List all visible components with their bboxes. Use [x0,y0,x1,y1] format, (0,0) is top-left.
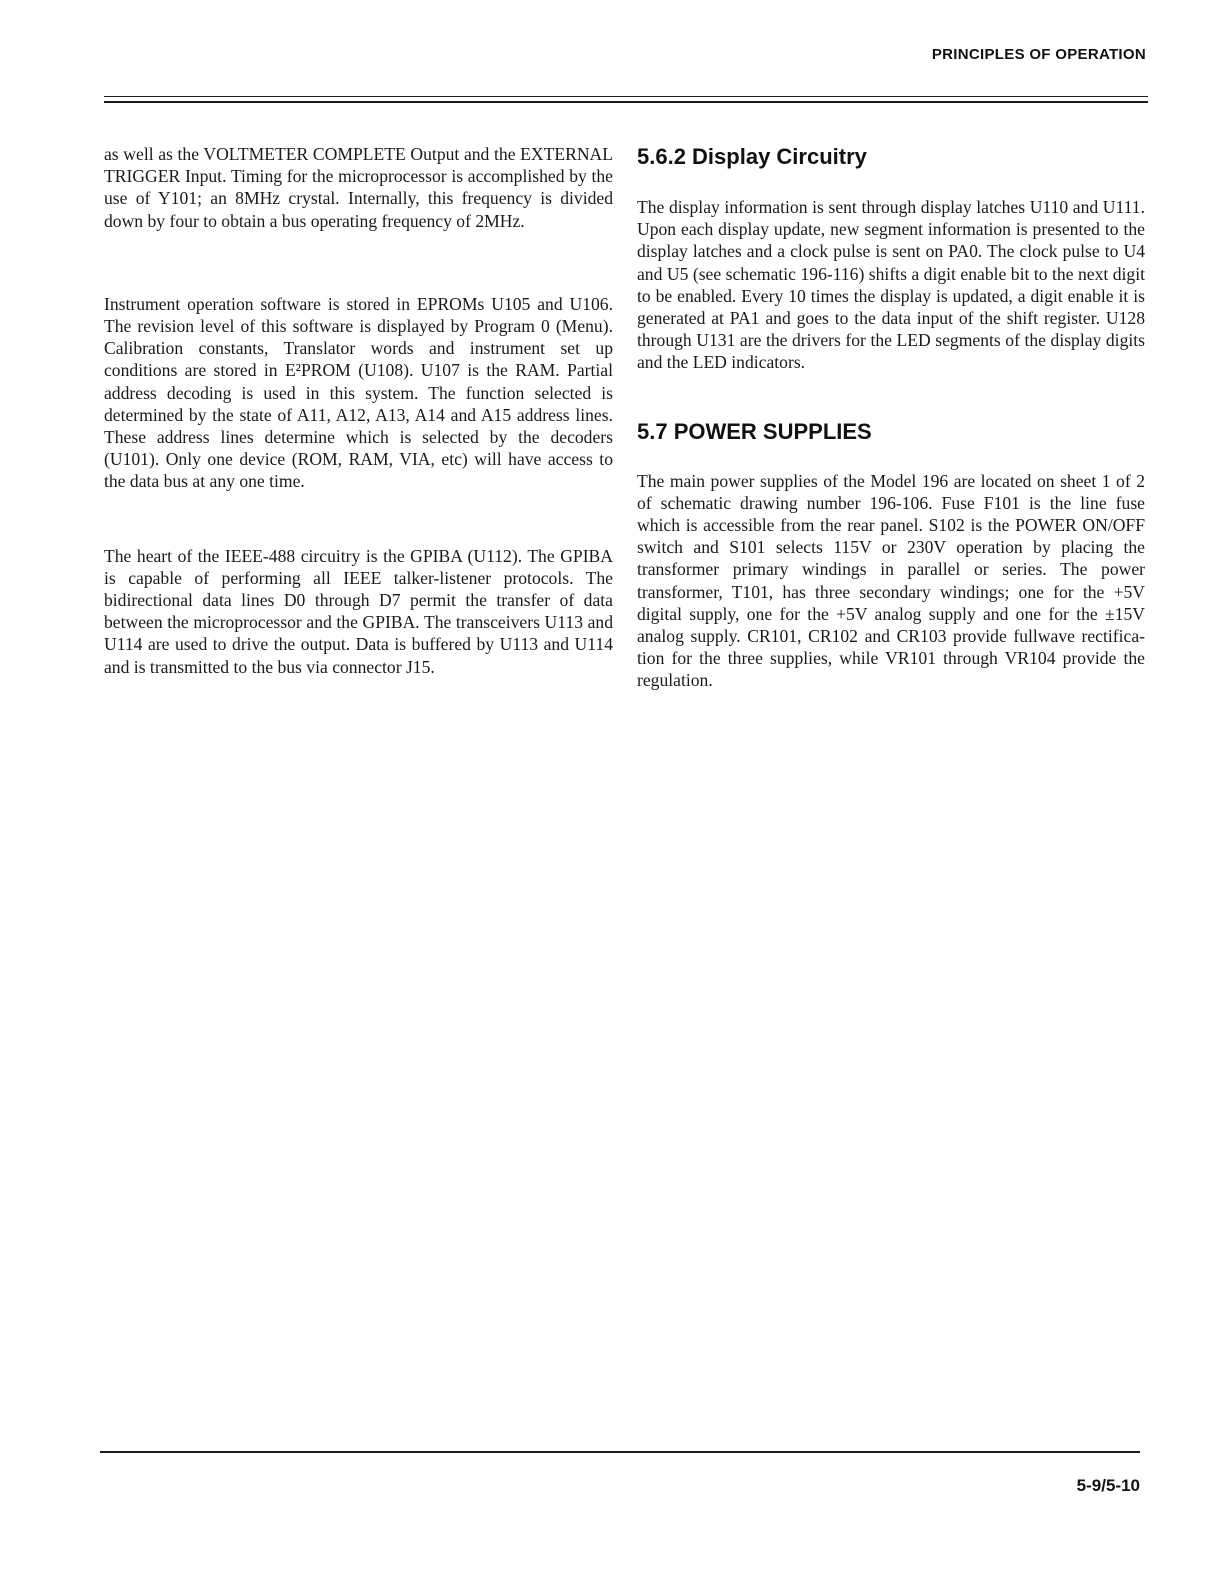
page-number: 5-9/5-10 [1076,1476,1140,1495]
footer-rule [100,1451,1140,1453]
paragraph-power-supplies: The main power supplies of the Model 196 are located on sheet 1 of 2 of schematic drawing number 196-106. Fuse F101 is the line fuse which is accessible from the rear panel. S102 is the POWER ON/OFF switch and S101 selects 115V or 230V operation by placing the transformer primary windings in parallel or series. The power transformer, T101, has three secondary windings; one for the +5V digital supply, one for the +5V analog supply and one for the ±15V analog supply. CR101, CR102 and CR103 provide fullwave rectification for the three supplies, while VR101 through VR104 provide the regulation. [637,470,1145,691]
paragraph-ieee488: The heart of the IEEE-488 circuitry is the GPIBA (U112). The GPIBA is capable of performing all IEEE talker-listener protocols. The bidirectional data lines D0 through D7 permit the transfer of data between the microprocessor and the GPIBA. The transceivers U113 and U114 are used to drive the output. Data is buffered by U113 and U114 and is transmitted to the bus via connector J15. [104,545,613,677]
running-head: PRINCIPLES OF OPERATION [931,46,1146,63]
right-column [637,143,1145,692]
paragraph-display-circuitry: The display information is sent through display latches U110 and U111. Upon each display update, new segment information is presented to the display latches and a clock pulse is sent on PA0. The clock pulse to U4 and U5 (see schematic 196-116) shifts a digit enable bit to the next digit to be enabled. Every 10 times the display is updated, a digit enable it is generated at PA1 and goes to the data input of the shift register. U128 through U131 are the drivers for the LED segments of the display digits and the LED indicators. [637,197,1145,373]
paragraph-timing: as well as the VOLTMETER COMPLETE Output and the EXTERNAL TRIGGER Input. Timing for the microprocessor is accomplished by the use of Y101; an 8MHz crystal. Internally, this frequency is divided down by four to obtain a bus operating frequency of 2MHz. [104,144,613,231]
paragraph-software: Instrument operation software is stored in EPROMs U105 and U106. The revision level of this software is displayed by Program 0 (Menu). Calibration constants, Translator words and instrument set up conditions are stored in E²PROM (U108). U107 is the RAM. Partial address decoding is used in this system. The function selected is determined by the state of A11, A12, A13, A14 and A15 address lines. These address lines determine which is selected by the decoders (U101). Only one device (ROM, RAM, VIA, etc) will have access to the data bus at any one time. [104,293,613,492]
section-heading-display-circuitry: 5.6.2 Display Circuitry [637,144,867,169]
section-heading-power-supplies: 5.7 POWER SUPPLIES [637,418,872,444]
header-rule-thick [104,101,1148,103]
left-column [104,143,613,678]
header-rule-thin [104,96,1148,97]
